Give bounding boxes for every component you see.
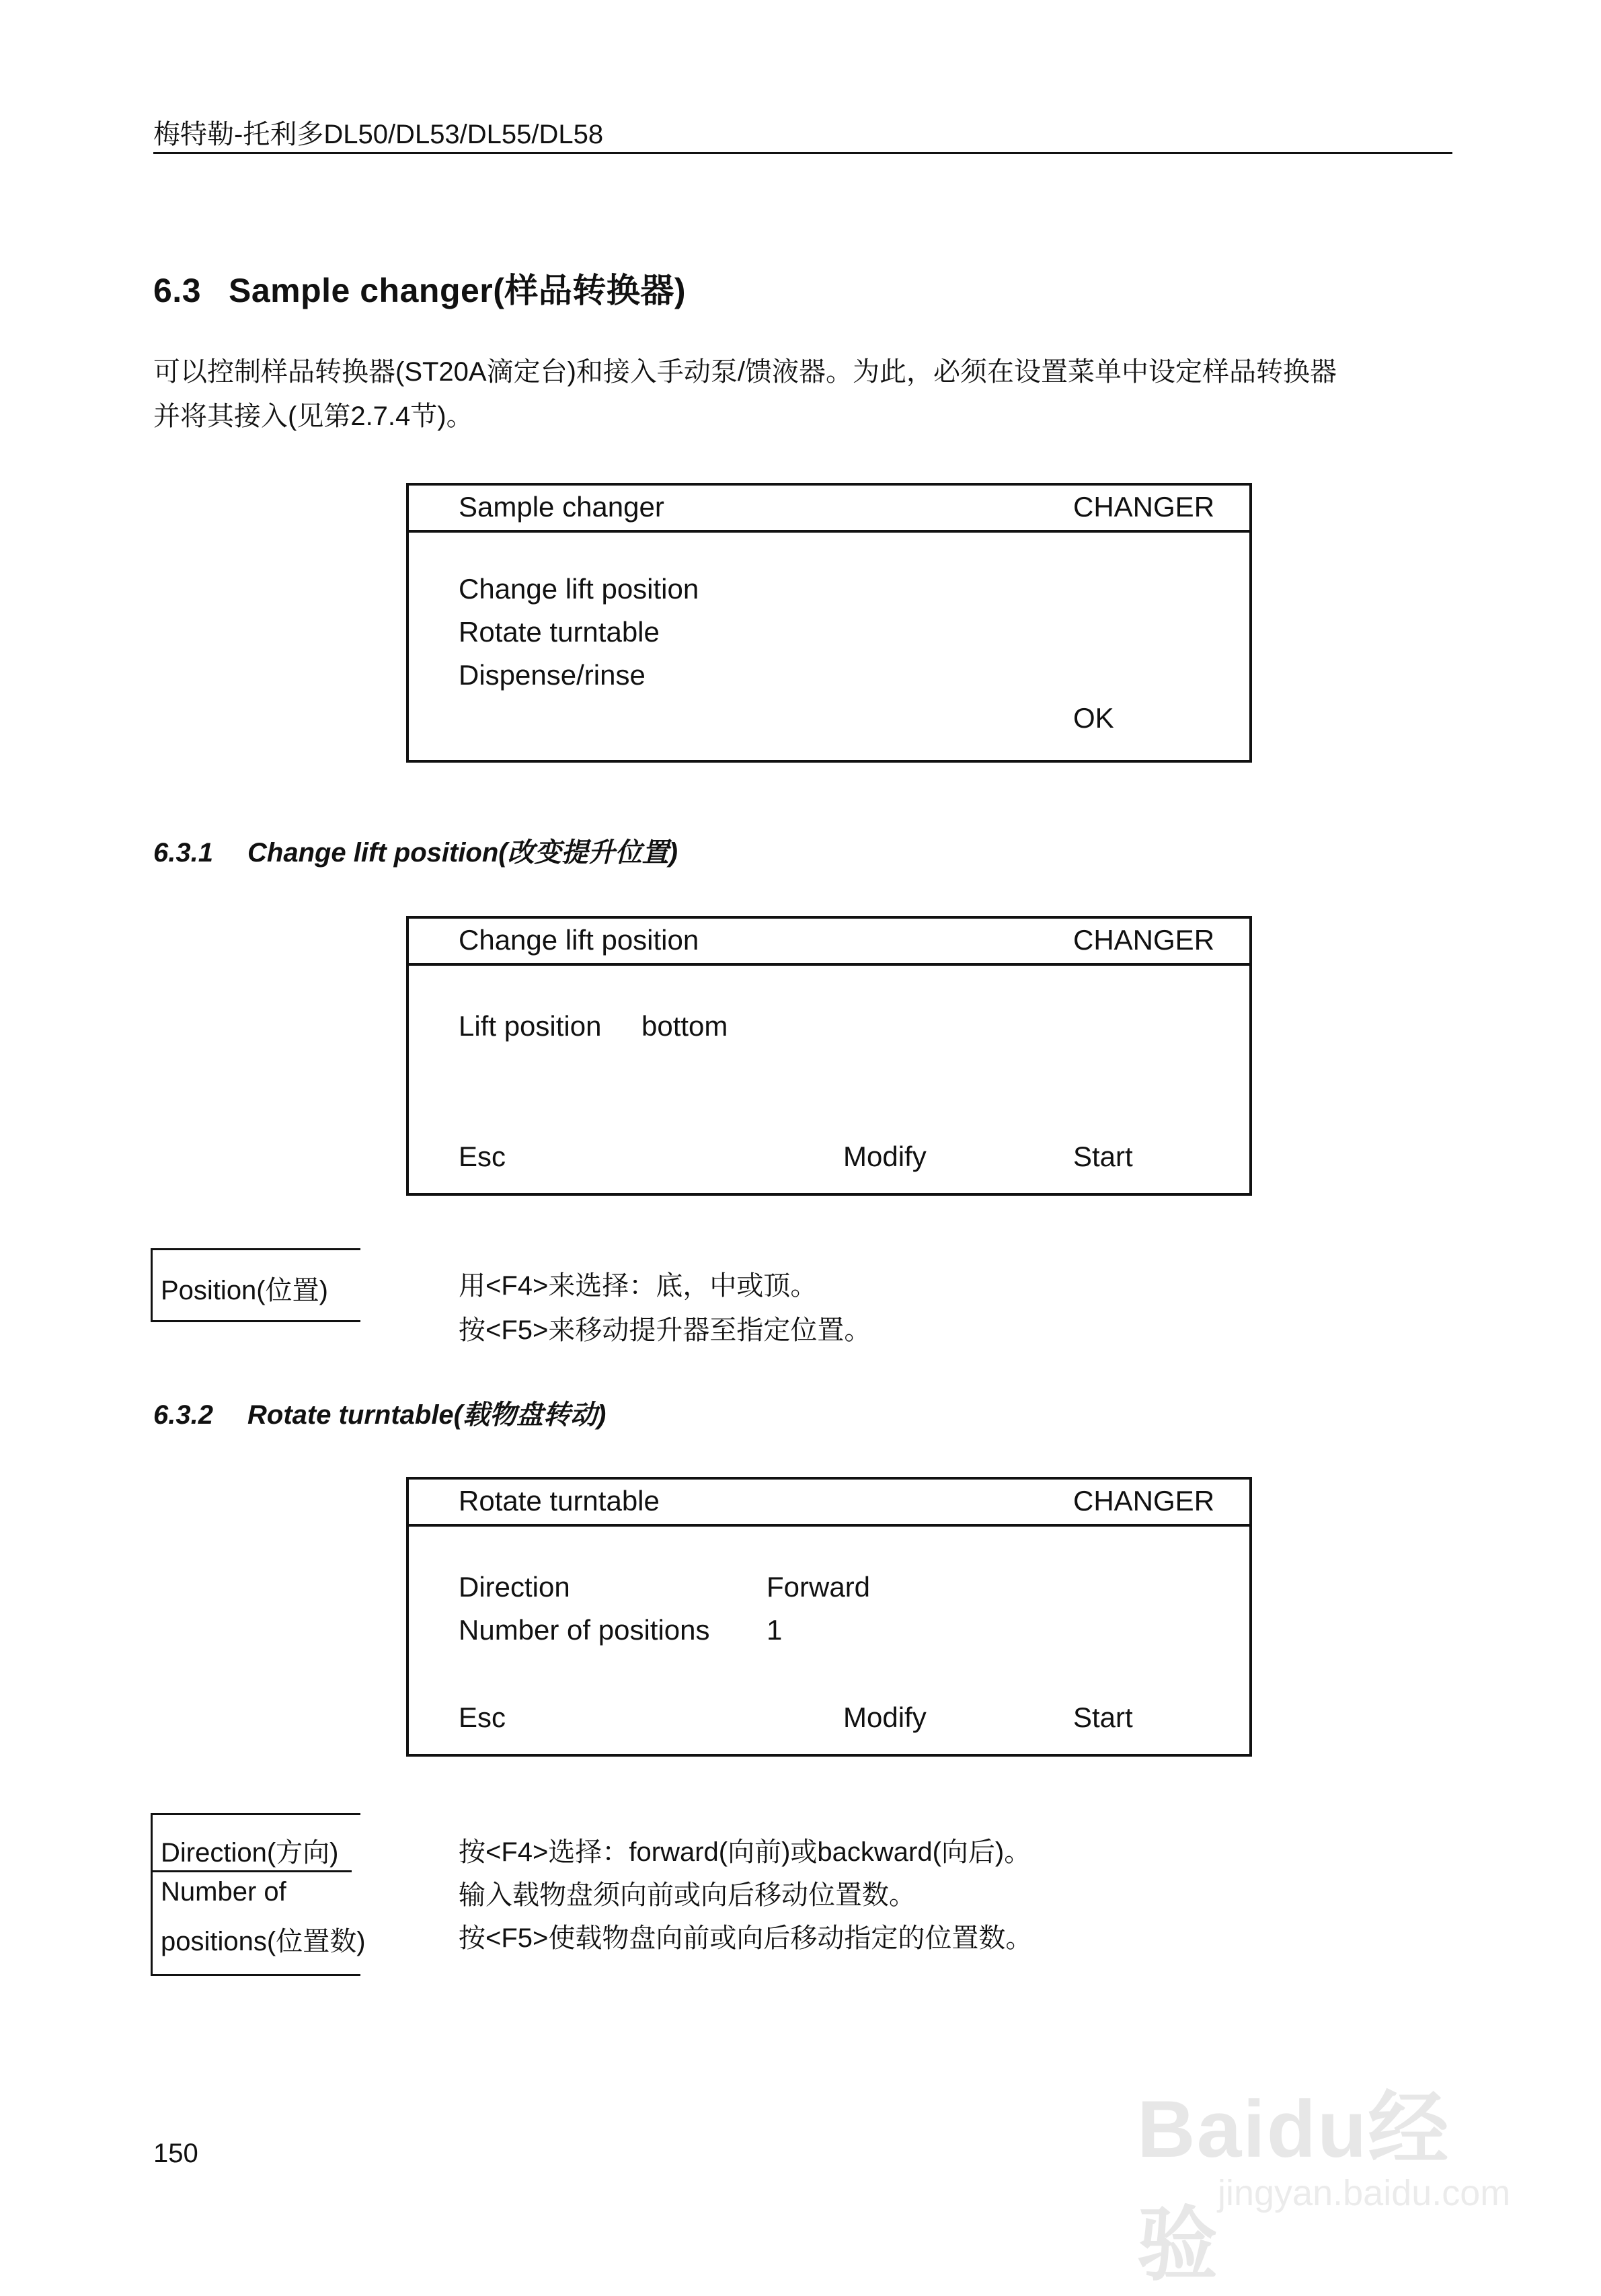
screen-title-bar [409, 919, 1249, 966]
modify-softkey[interactable]: Modify [843, 1701, 927, 1733]
subsection-heading-631 [153, 831, 678, 870]
label-position: Position(位置) [161, 1276, 328, 1305]
screen-sample-changer [406, 483, 1252, 763]
watermark [1137, 2051, 1514, 2290]
position-desc-line1: 用<F4>来选择：底，中或顶。 [459, 1271, 818, 1301]
num-positions-label: Number of positions [459, 1614, 710, 1646]
menu-item-change-lift[interactable]: Change lift position [459, 573, 699, 605]
start-softkey[interactable]: Start [1073, 1701, 1133, 1733]
section-title: Sample changer(样品转换器) [229, 272, 687, 309]
position-desc-line2: 按<F5>来移动提升器至指定位置。 [459, 1315, 871, 1345]
label-box-direction-positions [151, 1813, 366, 1976]
modify-softkey[interactable]: Modify [843, 1141, 927, 1172]
section-number: 6.3 [153, 272, 202, 309]
esc-softkey[interactable]: Esc [459, 1701, 506, 1733]
screen-title: Change lift position [459, 924, 699, 956]
screen-title: Rotate turntable [459, 1485, 660, 1517]
esc-softkey[interactable]: Esc [459, 1141, 506, 1172]
watermark-url: jingyan.baidu.com [1218, 2173, 1511, 2213]
label-box-position [151, 1248, 360, 1322]
ok-softkey[interactable]: OK [1073, 702, 1114, 734]
label-separator [153, 1870, 352, 1872]
lift-position-label: Lift position [459, 1010, 602, 1042]
screen-title-bar [409, 486, 1249, 533]
section-heading [153, 264, 686, 312]
screen-title-bar [409, 1480, 1249, 1527]
subsection-number: 6.3.1 [153, 838, 213, 868]
subsection-heading-632 [153, 1393, 606, 1432]
subsection-title: Rotate turntable(载物盘转动) [247, 1400, 607, 1430]
num-positions-value[interactable]: 1 [767, 1614, 783, 1646]
header-rule [153, 152, 1452, 154]
screen-rotate-turntable [406, 1477, 1252, 1757]
subsection-title: Change lift position(改变提升位置) [247, 838, 678, 868]
direction-desc-line2: 输入载物盘须向前或向后移动位置数。 [459, 1880, 916, 1910]
screen-tag: CHANGER [1073, 924, 1215, 956]
menu-item-dispense-rinse[interactable]: Dispense/rinse [459, 659, 646, 691]
screen-title: Sample changer [459, 491, 664, 523]
menu-item-rotate-turntable[interactable]: Rotate turntable [459, 616, 660, 648]
section-paragraph-line2: 并将其接入(见第2.7.4节)。 [153, 401, 473, 431]
label-number-of: Number of [161, 1877, 286, 1907]
label-positions: positions(位置数) [161, 1927, 366, 1956]
start-softkey[interactable]: Start [1073, 1141, 1133, 1172]
screen-tag: CHANGER [1073, 1485, 1215, 1517]
direction-desc-line1: 按<F4>选择：forward(向前)或backward(向后)。 [459, 1837, 1031, 1867]
page-number: 150 [153, 2139, 198, 2168]
lift-position-value[interactable]: bottom [641, 1010, 728, 1042]
direction-label: Direction [459, 1571, 570, 1603]
direction-value[interactable]: Forward [767, 1571, 871, 1603]
section-paragraph-line1: 可以控制样品转换器(ST20A滴定台)和接入手动泵/馈液器。为此，必须在设置菜单中设定样品转换器 [153, 357, 1337, 387]
screen-tag: CHANGER [1073, 491, 1215, 523]
watermark-logo: Baidu经验 [1137, 2084, 1450, 2290]
screen-change-lift-position [406, 916, 1252, 1196]
label-direction: Direction(方向) [161, 1838, 339, 1868]
direction-desc-line3: 按<F5>使载物盘向前或向后移动指定的位置数。 [459, 1923, 1033, 1953]
subsection-number: 6.3.2 [153, 1400, 213, 1430]
running-header: 梅特勒-托利多DL50/DL53/DL55/DL58 [153, 120, 604, 149]
